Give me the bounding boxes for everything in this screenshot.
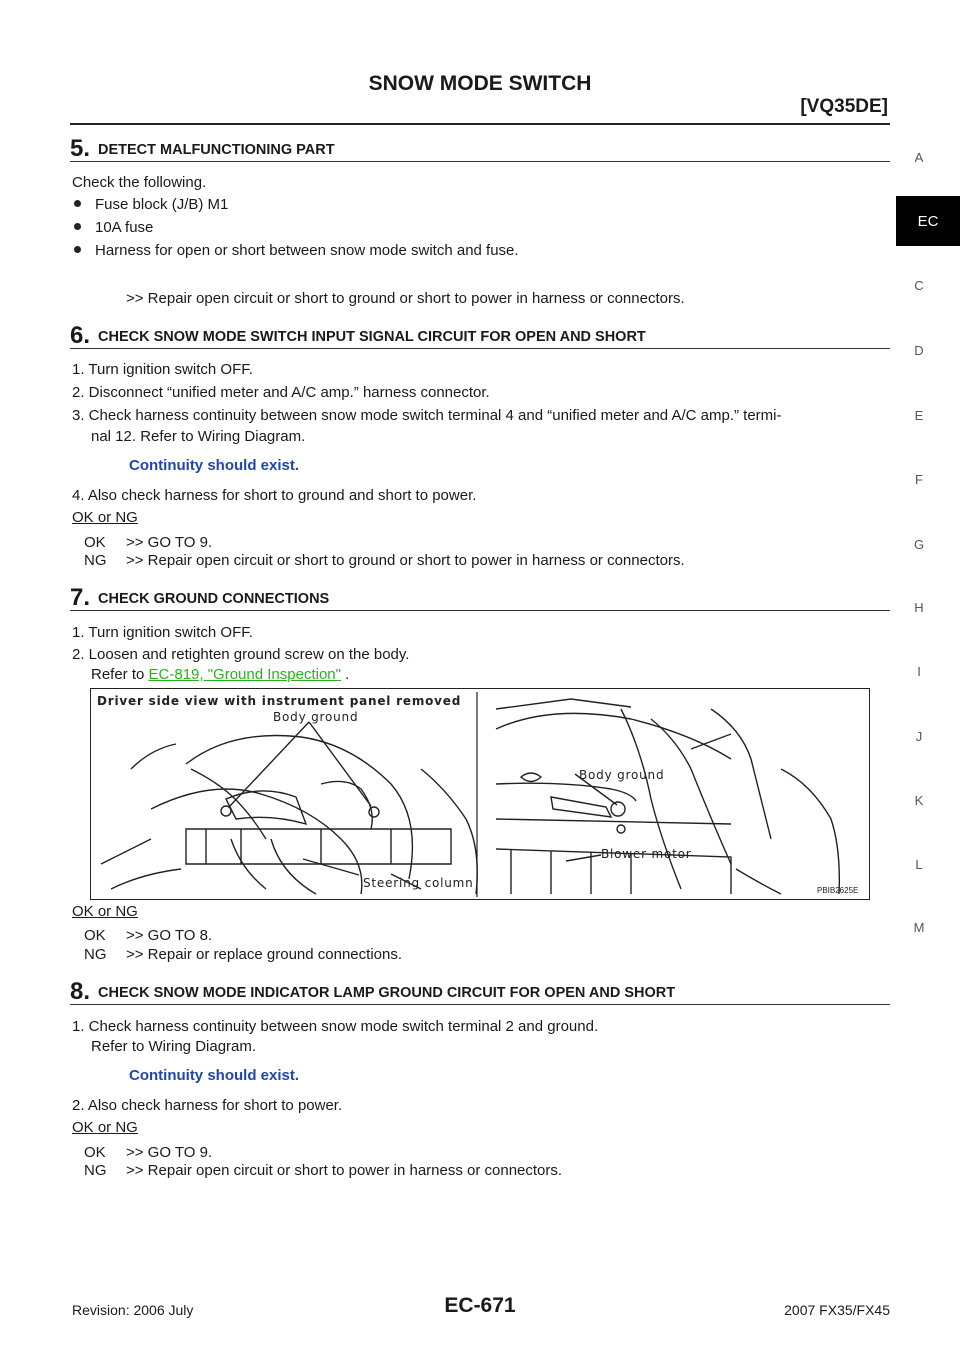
section-8-ng-label: NG [84, 1162, 107, 1179]
bullet-item: 10A fuse [74, 219, 153, 236]
section-8-step-1-cont: Refer to Wiring Diagram. [91, 1038, 257, 1055]
section-8-ok-ng: OK or NG [72, 1119, 138, 1136]
side-tab-m[interactable]: M [913, 920, 925, 935]
footer-model: 2007 FX35/FX45 [784, 1302, 890, 1318]
section-5-number: 5. [70, 135, 91, 162]
side-tab-k[interactable]: K [914, 793, 924, 808]
section-7-step-2: 2. Loosen and retighten ground screw on the body. [72, 646, 410, 663]
section-6-heading [70, 322, 890, 349]
side-tab-j[interactable]: J [915, 729, 923, 744]
side-tab-g[interactable]: G [913, 537, 925, 552]
side-tab-f[interactable]: F [915, 472, 923, 487]
figure-caption: Driver side view with instrument panel removed [97, 694, 462, 708]
section-6-number: 6. [70, 322, 91, 349]
section-8-spec: Continuity should exist. [129, 1067, 300, 1084]
section-8-step-1: 1. Check harness continuity between snow mode switch terminal 2 and ground. [72, 1018, 599, 1035]
section-6-ok-text: >> GO TO 9. [126, 534, 213, 551]
section-7-ok-ng: OK or NG [72, 903, 138, 920]
section-5-result: >> Repair open circuit or short to ground or short to power in harness or connectors. [126, 290, 685, 307]
section-6-ok-label: OK [84, 534, 106, 551]
section-5-intro: Check the following. [72, 174, 207, 191]
figure-label-body-ground-left: Body ground [273, 710, 359, 724]
page-title: SNOW MODE SWITCH [368, 72, 592, 95]
side-tab-c[interactable]: C [914, 278, 924, 293]
side-tab-h[interactable]: H [914, 600, 924, 615]
bullet-dot-icon [74, 246, 81, 253]
section-6-step-3-cont: nal 12. Refer to Wiring Diagram. [91, 428, 306, 445]
side-tab-a[interactable]: A [914, 150, 924, 165]
bullet-item: Fuse block (J/B) M1 [74, 196, 228, 213]
section-5-heading [70, 135, 890, 162]
engine-code: [VQ35DE] [800, 96, 888, 117]
bullet-dot-icon [74, 200, 81, 207]
side-tab-d[interactable]: D [914, 343, 924, 358]
section-6-ng-label: NG [84, 552, 107, 569]
section-7-ng-text: >> Repair or replace ground connections. [126, 946, 403, 963]
section-8-ok-label: OK [84, 1144, 106, 1161]
section-6-step-3: 3. Check harness continuity between snow mode switch terminal 4 and “unified meter and A/C amp.” termi- [72, 407, 782, 424]
section-6-ng-text: >> Repair open circuit or short to ground or short to power in harness or connectors. [126, 552, 685, 569]
footer-page-number: EC-671 [444, 1294, 516, 1317]
section-7-title: CHECK GROUND CONNECTIONS [98, 591, 330, 607]
section-7-step-1: 1. Turn ignition switch OFF. [72, 624, 253, 641]
bullet-dot-icon [74, 223, 81, 230]
section-7-refer: Refer to EC-819, "Ground Inspection" . [91, 666, 350, 683]
figure-label-body-ground-right: Body ground [579, 768, 665, 782]
section-8-title: CHECK SNOW MODE INDICATOR LAMP GROUND CIRCUIT FOR OPEN AND SHORT [98, 985, 676, 1001]
footer-revision: Revision: 2006 July [72, 1302, 194, 1318]
section-8-heading [70, 978, 890, 1005]
section-7-heading [70, 584, 890, 611]
section-6-ok-ng: OK or NG [72, 509, 138, 526]
header-rule [70, 123, 890, 125]
section-7-number: 7. [70, 584, 91, 611]
ground-location-figure [90, 688, 870, 900]
section-5-title: DETECT MALFUNCTIONING PART [98, 142, 335, 158]
side-tab-l[interactable]: L [915, 857, 923, 872]
bullet-item: Harness for open or short between snow mode switch and fuse. [74, 242, 519, 259]
side-tab-e[interactable]: E [914, 408, 924, 423]
section-8-ng-text: >> Repair open circuit or short to power in harness or connectors. [126, 1162, 563, 1179]
ground-inspection-link[interactable]: EC-819, "Ground Inspection" [148, 666, 341, 683]
section-7-ng-label: NG [84, 946, 107, 963]
section-7-ok-label: OK [84, 927, 106, 944]
section-6-step-1: 1. Turn ignition switch OFF. [72, 361, 253, 378]
ground-location-illustration [91, 689, 869, 899]
side-tab-ec-active[interactable]: EC [896, 196, 960, 246]
section-6-step-4: 4. Also check harness for short to ground and short to power. [72, 487, 477, 504]
section-8-number: 8. [70, 978, 91, 1005]
section-8-step-2: 2. Also check harness for short to power. [72, 1097, 343, 1114]
section-6-title: CHECK SNOW MODE SWITCH INPUT SIGNAL CIRCUIT FOR OPEN AND SHORT [98, 329, 646, 345]
figure-code: PBIB2625E [817, 886, 859, 895]
section-7-ok-text: >> GO TO 8. [126, 927, 213, 944]
figure-label-blower-motor: Blower motor [601, 847, 692, 861]
figure-label-steering-column: Steering column [363, 876, 474, 890]
section-6-spec: Continuity should exist. [129, 457, 300, 474]
section-8-ok-text: >> GO TO 9. [126, 1144, 213, 1161]
section-6-step-2: 2. Disconnect “unified meter and A/C amp.” harness connector. [72, 384, 490, 401]
side-tab-i[interactable]: I [917, 664, 921, 679]
